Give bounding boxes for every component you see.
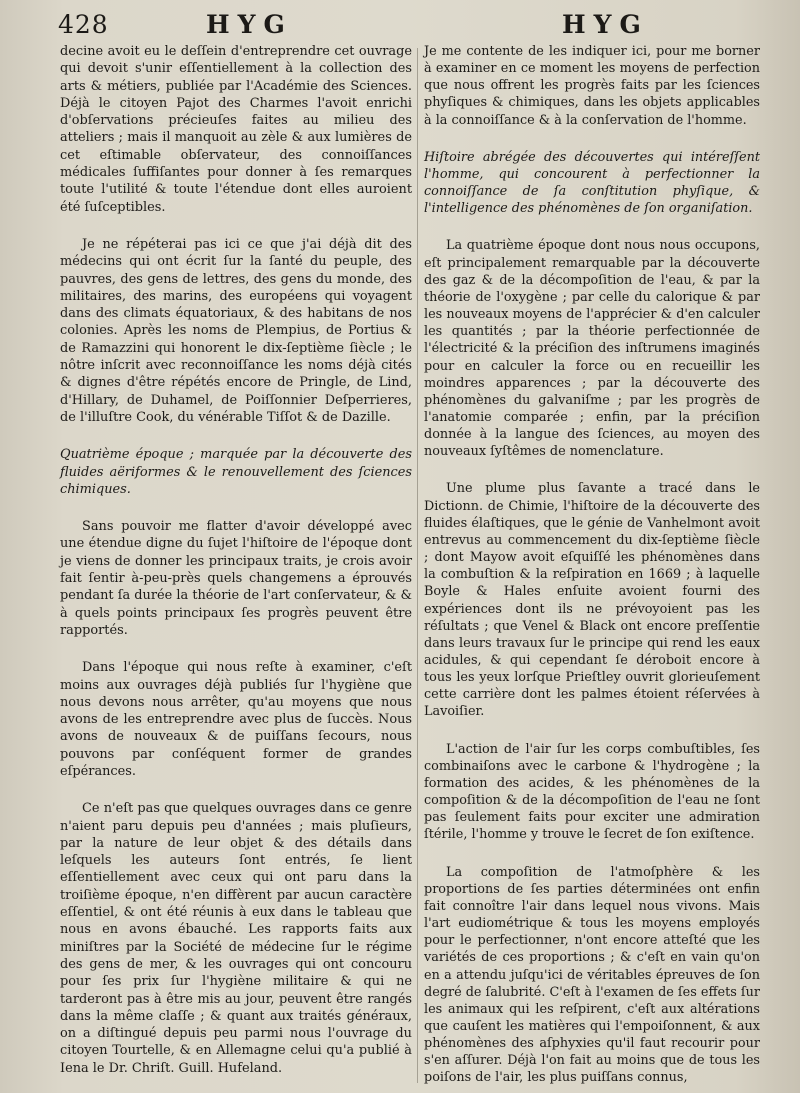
paragraph: La quatrième époque dont nous nous occupons, eſt principalement remarquable par la découverte des gaz & de la décompoſition de l'eau, & par la théorie de l'oxygène ; par celle du calorique & par les nouveaux moyens de l'apprécier & d'en calculer les quantités ; par la théorie perfectionnée de l'électricité & la préciſion des inſtrumens imaginés pour en calculer la force ou en recueillir les moindres apparences ; par la découverte des phénomènes du galvaniſme ; par les progrès de l'anatomie comparée ; enfin, par la préciſion donnée à la langue des ſciences, au moyen des nouveaux ſyſtêmes de nomenclature. (424, 238, 760, 460)
column-divider (417, 48, 418, 1083)
paragraph: decine avoit eu le deſſein d'entreprendre cet ouvrage qui devoit s'unir eſſentiellement à la collection des arts & métiers, publiée par l'Académie des Sciences. Déjà le citoyen Pajot des Charmes l'avoit enrichi d'obſervations précieuſes faites au milieu des atteliers ; mais il manquoit au zèle & aux lumières de cet eſtimable obſervateur, des connoiſſances médicales ſuffiſantes pour donner à ſes remarques toute l'utilité & toute l'étendue dont elles auroient été ſuſceptibles. (60, 44, 412, 215)
paragraph: Je ne répéterai pas ici ce que j'ai déjà dit des médecins qui ont écrit ſur la ſanté du peuple, des pauvres, des gens de lettres, des gens du monde, des militaires, des marins, des européens qui voyagent dans des climats équatoriaux, & des habitans de nos colonies. Après les noms de Plempius, de Portius & de Ramazzini qui honorent le dix-ſeptième ſiècle ; le nôtre inſcrit avec reconnoiſſance les noms déjà cités & dignes d'être répétés encore de Pringle, de Lind, d'Hillary, de Duhamel, de Poiſſonnier Deſperrieres, de l'illuſtre Cook, du vénérable Tiſſot & de Dazille. (60, 236, 412, 425)
headword-right: HYG (562, 10, 649, 39)
paragraph: La compoſition de l'atmoſphère & les proportions de ſes parties déterminées ont enfin fait connoître l'air dans lequel nous vivons. Mais l'art eudiométrique & tous les moyens employés pour le perfectionner, n'ont encore atteſté que les variétés de ces proportions ; & c'eſt en vain qu'on en a attendu juſqu'ici de véritables épreuves de ſon degré de ſalubrité. C'eſt à l'examen de ſes effets ſur les animaux qui les reſpirent, c'eſt aux altérations que cauſent les matières qui l'empoiſonnent, & aux phénomènes des aſphyxies qu'il faut recourir pour s'en aſſurer. Déjà l'on fait au moins que de tous les poiſons de l'air, les plus puiſſans connus, (424, 864, 760, 1086)
section-heading: Hiſtoire abrégée des découvertes qui intéreſſent l'homme, qui concourent à perfectionner la connoiſſance de ſa conſtitution phyſique, & l'intelligence des phénomènes de ſon organiſation. (424, 149, 760, 217)
paragraph: Ce n'eſt pas que quelques ouvrages dans ce genre n'aient paru depuis peu d'années ; mais pluſieurs, par la nature de leur objet & des détails dans leſquels les auteurs ſont entrés, ſe lient eſſentiellement avec ceux qui ont paru dans la troiſième époque, n'en diffèrent par aucun caractère eſſentiel, & ont été réunis à eux dans le tableau que nous en avons ébauché. Les rapports faits aux miniſtres par la Société de médecine ſur le régime des gens de mer, & les ouvrages qui ont concouru pour ſes prix ſur l'hygiène militaire & qui ne tarderont pas à être mis au jour, peuvent être rangés dans la même claſſe ; & quant aux traités généraux, on a diſtingué depuis peu parmi nous l'ouvrage du citoyen Tourtelle, & en Allemagne celui qu'a publié à Iena le Dr. Chriſt. Guill. Hufeland. (60, 801, 412, 1076)
paragraph: Une plume plus ſavante a tracé dans le Dictionn. de Chimie, l'hiſtoire de la découverte des fluides élaſtiques, que le génie de Vanhelmont avoit entrevus au commencement du dix-ſeptième ſiècle ; dont Mayow avoit eſquiſſé les phénomènes dans la combuſtion & la reſpiration en 1669 ; à laquelle Boyle & Hales enſuite avoient fourni des expériences dont ils ne prévoyoient pas les réſultats ; que Venel & Black ont encore preſſentie dans leurs travaux ſur le principe qui rend les eaux acidules, & qui cependant ſe déroboit encore à tous les yeux lorſque Prieſtley ouvrit glorieuſement cette carrière dont les palmes étoient réſervées à Lavoiſier. (424, 481, 760, 720)
paragraph: Je me contente de les indiquer ici, pour me borner à examiner en ce moment les moyens de perfection que nous offrent les progrès faits par les ſciences phyſiques & chimiques, dans les objets applicables à la connoiſſance & à la conſervation de l'homme. (424, 44, 760, 128)
paragraph: Dans l'époque qui nous reſte à examiner, c'eſt moins aux ouvrages déjà publiés ſur l'hygiène que nous devons nous arrêter, qu'au moyens que nous avons de les entreprendre avec plus de ſuccès. Nous avons de nouveaux & de puiſſans ſecours, nous pouvons par conſéquent former de grandes eſpérances. (60, 660, 412, 779)
paragraph: L'action de l'air ſur les corps combuſtibles, ſes combinaiſons avec le carbone & l'hydrogène ; la formation des acides, & les phénomènes de la compoſition & de la décompoſition de l'eau ne ſont pas ſeulement faits pour exciter une admiration ſtérile, l'homme y trouve le ſecret de ſon exiſtence. (424, 741, 760, 843)
headword-left: HYG (206, 10, 293, 39)
left-column (60, 43, 412, 1077)
right-column (424, 43, 760, 1087)
page-number: 428 (58, 10, 109, 39)
paragraph: Sans pouvoir me flatter d'avoir développé avec une étendue digne du ſujet l'hiſtoire de l'époque dont je viens de donner les principaux traits, je crois avoir fait ſentir à-peu-près quels changemens a éprouvés pendant ſa durée la théorie de l'art conſervateur, & & à quels points principaux ſes progrès peuvent être rapportés. (60, 519, 412, 638)
section-heading: Quatrième époque ; marquée par la découverte des fluides aëriformes & le renouvellement des ſciences chimiques. (60, 447, 412, 497)
running-header (0, 8, 800, 42)
